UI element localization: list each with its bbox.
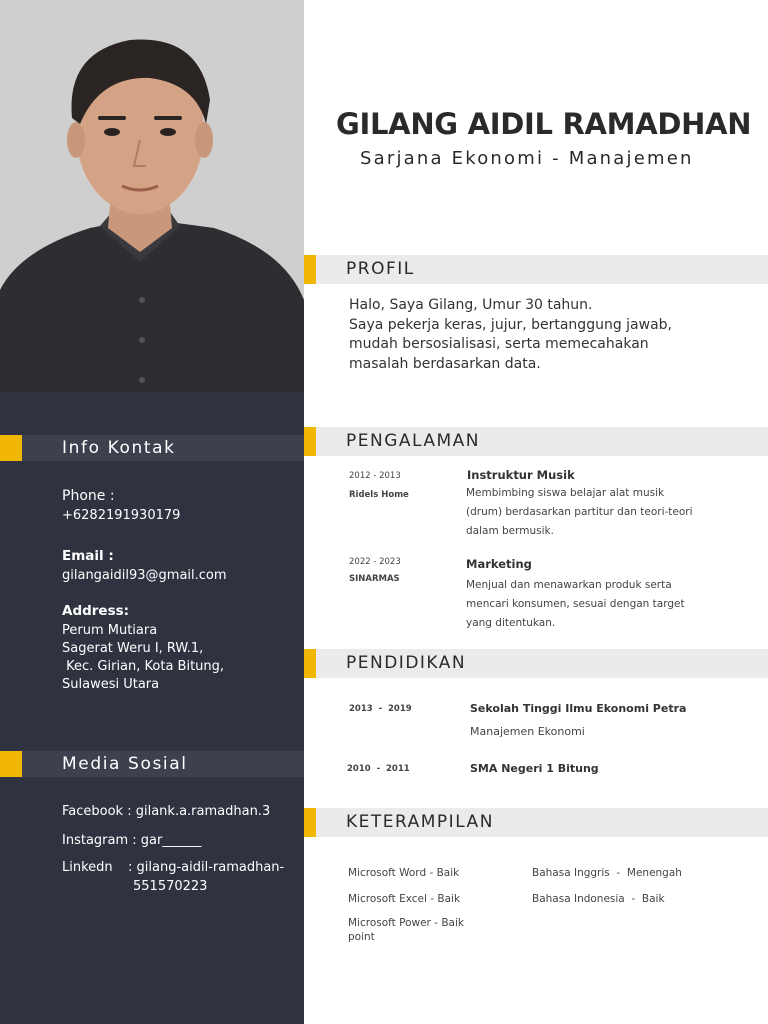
education-section-header xyxy=(304,649,768,678)
contact-section-title: Info Kontak xyxy=(62,438,176,458)
social-section-header xyxy=(0,751,304,777)
education-school: Sekolah Tinggi Ilmu Ekonomi Petra xyxy=(470,702,687,715)
skill-item-cont: point xyxy=(348,931,375,943)
education-school: SMA Negeri 1 Bitung xyxy=(470,762,599,775)
address-line: Sagerat Weru I, RW.1, xyxy=(62,641,204,656)
phone-label: Phone : xyxy=(62,488,115,504)
address-line: Sulawesi Utara xyxy=(62,677,160,692)
language-item: Bahasa Inggris - Menengah xyxy=(532,867,682,879)
accent-bar xyxy=(304,427,316,456)
experience-years: 2012 - 2013 xyxy=(349,471,401,481)
profile-line: Saya pekerja keras, jujur, bertanggung jawab, xyxy=(349,316,672,333)
profile-summary xyxy=(349,296,749,374)
instagram-link[interactable]: Instagram : gar______ xyxy=(62,833,202,848)
skill-item: Microsoft Word - Baik xyxy=(348,867,460,879)
sidebar xyxy=(0,0,304,1024)
candidate-degree: Sarjana Ekonomi - Manajemen xyxy=(360,148,694,169)
address-line: Kec. Girian, Kota Bitung, xyxy=(62,659,225,674)
profile-line: Halo, Saya Gilang, Umur 30 tahun. xyxy=(349,297,593,313)
profile-section-header xyxy=(304,255,768,284)
contact-section-header xyxy=(0,435,304,461)
education-years: 2010 - 2011 xyxy=(347,764,410,774)
experience-organization: Ridels Home xyxy=(349,490,409,500)
accent-bar xyxy=(304,808,316,837)
description-line: dalam bermusik. xyxy=(466,525,554,537)
linkedin-link-cont[interactable]: 551570223 xyxy=(133,879,208,894)
skill-item: Microsoft Power - Baik xyxy=(348,917,464,929)
experience-organization: SINARMAS xyxy=(349,574,400,584)
address-line: Perum Mutiara xyxy=(62,623,158,638)
address-value xyxy=(62,622,224,694)
linkedin-link[interactable]: : gilang-aidil-ramadhan- xyxy=(128,860,285,875)
experience-description xyxy=(466,484,693,541)
portrait-illustration xyxy=(0,0,304,392)
facebook-link[interactable]: Facebook : gilank.a.ramadhan.3 xyxy=(62,804,271,819)
description-line: mencari konsumen, sesuai dengan target xyxy=(466,598,685,610)
phone-value[interactable]: +6282191930179 xyxy=(62,508,181,523)
linkedin-label: Linkedn xyxy=(62,860,113,875)
education-major: Manajemen Ekonomi xyxy=(470,725,585,738)
description-line: Menjual dan menawarkan produk serta xyxy=(466,579,672,591)
address-label: Address: xyxy=(62,603,130,619)
experience-role: Instruktur Musik xyxy=(467,468,575,482)
experience-section-header xyxy=(304,427,768,456)
profile-section-title: PROFIL xyxy=(346,259,415,279)
profile-line: mudah bersosialisasi, serta memecahakan xyxy=(349,336,649,352)
accent-bar xyxy=(0,435,22,461)
email-value[interactable]: gilangaidil93@gmail.com xyxy=(62,568,227,583)
experience-years: 2022 - 2023 xyxy=(349,557,401,567)
email-label: Email : xyxy=(62,548,114,564)
accent-bar xyxy=(0,751,22,777)
experience-section-title: PENGALAMAN xyxy=(346,431,481,451)
profile-line: masalah berdasarkan data. xyxy=(349,355,541,372)
description-line: (drum) berdasarkan partitur dan teori-teori xyxy=(466,506,693,518)
accent-bar xyxy=(304,255,316,284)
education-years: 2013 - 2019 xyxy=(349,704,412,714)
language-item: Bahasa Indonesia - Baik xyxy=(532,893,665,905)
experience-role: Marketing xyxy=(466,557,532,571)
skills-section-header xyxy=(304,808,768,837)
experience-description xyxy=(466,576,685,633)
description-line: yang ditentukan. xyxy=(466,617,556,629)
description-line: Membimbing siswa belajar alat musik xyxy=(466,487,665,499)
profile-photo xyxy=(0,0,304,392)
accent-bar xyxy=(304,649,316,678)
skill-item: Microsoft Excel - Baik xyxy=(348,893,461,905)
skills-section-title: KETERAMPILAN xyxy=(346,812,494,832)
candidate-name: GILANG AIDIL RAMADHAN xyxy=(336,107,752,141)
social-section-title: Media Sosial xyxy=(62,754,188,774)
education-section-title: PENDIDIKAN xyxy=(346,653,467,673)
